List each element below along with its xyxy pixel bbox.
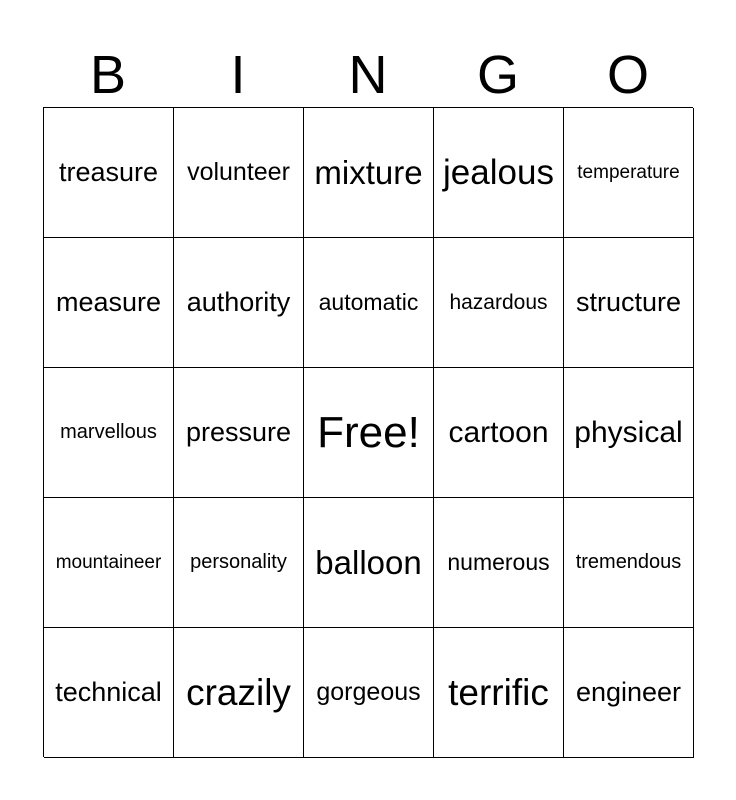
- header-letter-g: G: [476, 45, 519, 105]
- bingo-cell: cartoon: [434, 368, 564, 498]
- bingo-cell: mixture: [304, 108, 434, 238]
- bingo-cell: authority: [174, 238, 304, 368]
- bingo-cell: jealous: [434, 108, 564, 238]
- bingo-cell: structure: [564, 238, 694, 368]
- bingo-cell: terrific: [434, 628, 564, 758]
- bingo-cell: marvellous: [44, 368, 174, 498]
- bingo-cell: crazily: [174, 628, 304, 758]
- bingo-cell: hazardous: [434, 238, 564, 368]
- bingo-header: [43, 44, 693, 106]
- header-letter-b: B: [89, 45, 127, 105]
- bingo-cell: engineer: [564, 628, 694, 758]
- bingo-cell: tremendous: [564, 498, 694, 628]
- bingo-cell: technical: [44, 628, 174, 758]
- header-letter-o: O: [606, 45, 649, 105]
- bingo-cell: measure: [44, 238, 174, 368]
- header-letter-i: I: [230, 45, 246, 105]
- bingo-cell: automatic: [304, 238, 434, 368]
- bingo-cell: mountaineer: [44, 498, 174, 628]
- header-letter-n: N: [348, 45, 388, 105]
- bingo-cell: temperature: [564, 108, 694, 238]
- bingo-cell: balloon: [304, 498, 434, 628]
- bingo-cell: pressure: [174, 368, 304, 498]
- bingo-cell: treasure: [44, 108, 174, 238]
- bingo-board: [43, 107, 693, 757]
- bingo-cell: physical: [564, 368, 694, 498]
- bingo-cell: gorgeous: [304, 628, 434, 758]
- bingo-cell: personality: [174, 498, 304, 628]
- free-space-cell: Free!: [304, 368, 434, 498]
- bingo-cell: numerous: [434, 498, 564, 628]
- bingo-cell: volunteer: [174, 108, 304, 238]
